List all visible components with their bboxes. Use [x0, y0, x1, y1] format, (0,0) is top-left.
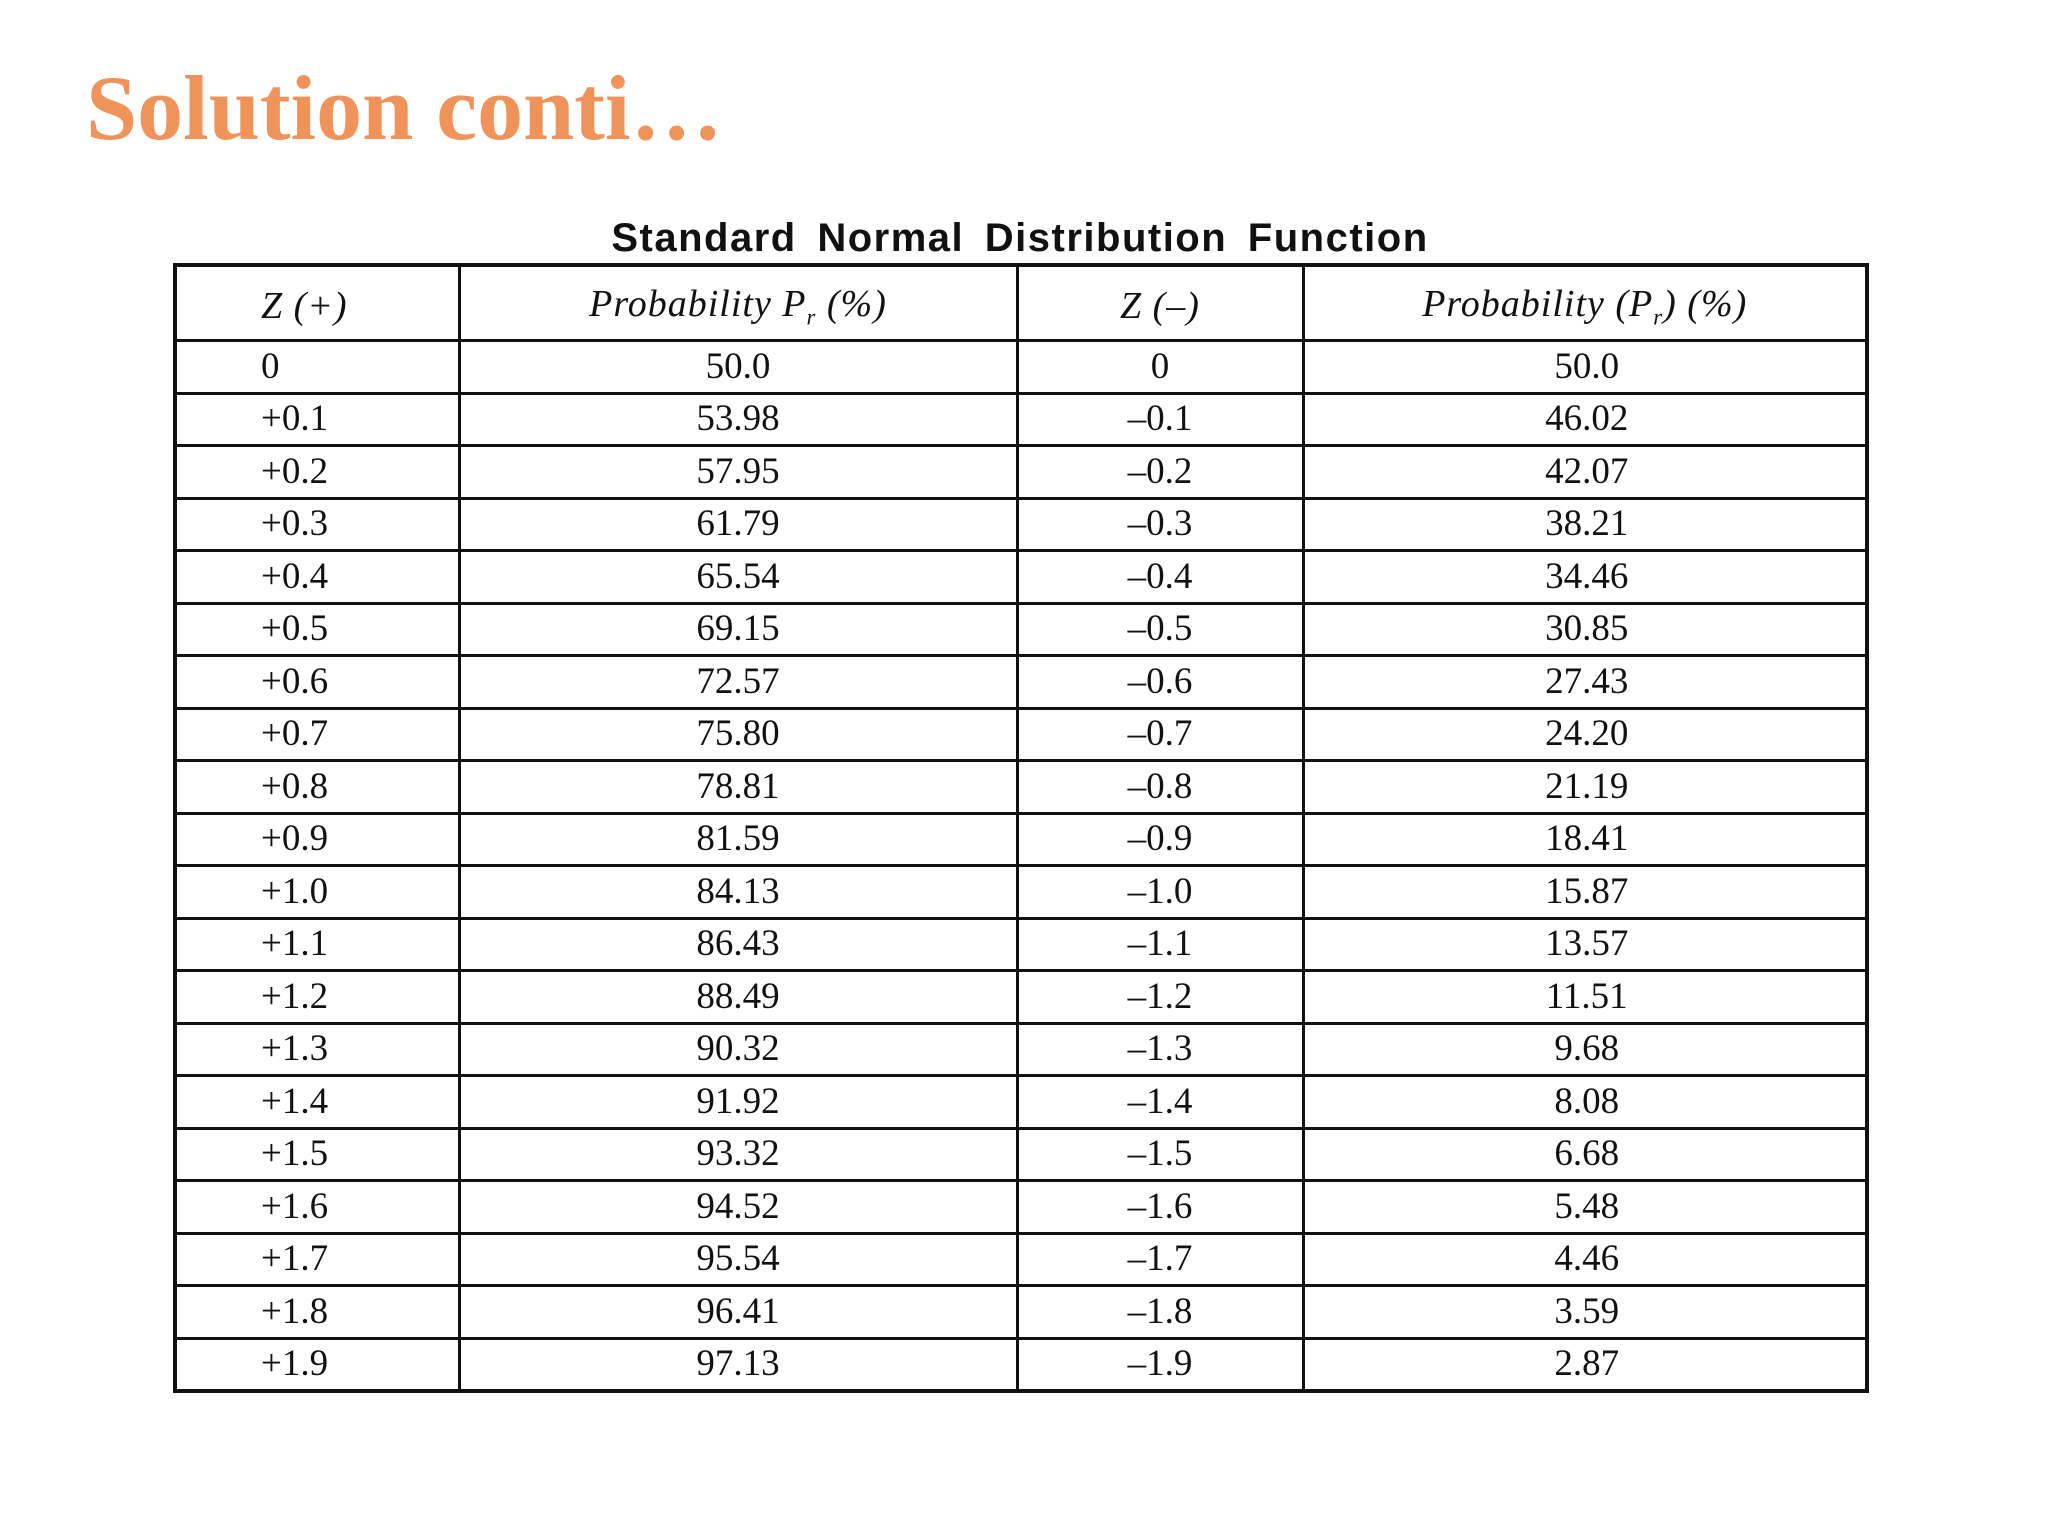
cell-probability-positive: 91.92	[459, 1076, 1017, 1129]
cell-z-negative: –1.6	[1017, 1181, 1303, 1234]
cell-probability-positive: 72.57	[459, 656, 1017, 709]
cell-z-negative: –0.9	[1017, 813, 1303, 866]
cell-probability-positive: 95.54	[459, 1233, 1017, 1286]
cell-z-positive: +0.6	[175, 656, 459, 709]
cell-probability-positive: 50.0	[459, 341, 1017, 394]
table-row	[175, 1233, 1867, 1286]
table-body	[175, 341, 1867, 1392]
header-probability-negative-label: Probability (P	[1422, 282, 1654, 325]
table-row	[175, 918, 1867, 971]
cell-probability-positive: 94.52	[459, 1181, 1017, 1234]
cell-probability-positive: 97.13	[459, 1338, 1017, 1391]
cell-z-negative: –0.2	[1017, 446, 1303, 499]
cell-probability-negative: 8.08	[1303, 1076, 1867, 1129]
slide-title: Solution conti…	[86, 57, 723, 159]
cell-probability-positive: 65.54	[459, 551, 1017, 604]
cell-probability-negative: 3.59	[1303, 1286, 1867, 1339]
table-row	[175, 1338, 1867, 1391]
cell-probability-negative: 42.07	[1303, 446, 1867, 499]
cell-z-positive: +0.5	[175, 603, 459, 656]
cell-z-negative: 0	[1017, 341, 1303, 394]
table-row	[175, 1181, 1867, 1234]
cell-z-positive: +0.3	[175, 498, 459, 551]
cell-probability-positive: 84.13	[459, 866, 1017, 919]
cell-probability-negative: 38.21	[1303, 498, 1867, 551]
cell-probability-negative: 34.46	[1303, 551, 1867, 604]
cell-z-positive: +1.9	[175, 1338, 459, 1391]
cell-z-negative: –1.2	[1017, 971, 1303, 1024]
table-caption: Standard Normal Distribution Function	[611, 216, 1429, 260]
cell-probability-negative: 30.85	[1303, 603, 1867, 656]
cell-z-positive: +1.1	[175, 918, 459, 971]
cell-z-negative: –1.4	[1017, 1076, 1303, 1129]
cell-probability-negative: 46.02	[1303, 393, 1867, 446]
cell-z-positive: +0.9	[175, 813, 459, 866]
cell-probability-positive: 78.81	[459, 761, 1017, 814]
table-row	[175, 393, 1867, 446]
cell-z-positive: +1.3	[175, 1023, 459, 1076]
cell-z-negative: –1.7	[1017, 1233, 1303, 1286]
cell-probability-positive: 96.41	[459, 1286, 1017, 1339]
cell-z-negative: –1.5	[1017, 1128, 1303, 1181]
table-row	[175, 1023, 1867, 1076]
header-probability-negative-unit: ) (%)	[1663, 282, 1748, 325]
cell-probability-negative: 21.19	[1303, 761, 1867, 814]
cell-probability-positive: 88.49	[459, 971, 1017, 1024]
cell-probability-positive: 57.95	[459, 446, 1017, 499]
cell-probability-positive: 86.43	[459, 918, 1017, 971]
table-row	[175, 656, 1867, 709]
cell-z-positive: +1.0	[175, 866, 459, 919]
table-row	[175, 341, 1867, 394]
cell-probability-negative: 50.0	[1303, 341, 1867, 394]
cell-probability-negative: 11.51	[1303, 971, 1867, 1024]
cell-z-positive: +0.4	[175, 551, 459, 604]
cell-z-positive: +0.8	[175, 761, 459, 814]
table-row	[175, 446, 1867, 499]
header-probability-positive-subscript: r	[806, 304, 817, 330]
header-probability-positive	[459, 265, 1017, 341]
cell-probability-negative: 24.20	[1303, 708, 1867, 761]
cell-z-negative: –1.0	[1017, 866, 1303, 919]
cell-z-positive: +1.6	[175, 1181, 459, 1234]
cell-probability-negative: 2.87	[1303, 1338, 1867, 1391]
table-header	[175, 265, 1867, 341]
cell-z-positive: 0	[175, 341, 459, 394]
cell-z-positive: +1.5	[175, 1128, 459, 1181]
cell-probability-negative: 9.68	[1303, 1023, 1867, 1076]
header-probability-positive-label: Probability P	[589, 282, 807, 325]
cell-z-negative: –0.4	[1017, 551, 1303, 604]
table-row	[175, 866, 1867, 919]
table-row	[175, 1128, 1867, 1181]
cell-probability-negative: 18.41	[1303, 813, 1867, 866]
cell-z-negative: –0.3	[1017, 498, 1303, 551]
table-row	[175, 1286, 1867, 1339]
cell-probability-negative: 6.68	[1303, 1128, 1867, 1181]
table-row	[175, 498, 1867, 551]
cell-z-negative: –1.8	[1017, 1286, 1303, 1339]
cell-z-positive: +1.7	[175, 1233, 459, 1286]
cell-probability-positive: 53.98	[459, 393, 1017, 446]
cell-probability-negative: 4.46	[1303, 1233, 1867, 1286]
cell-z-positive: +1.2	[175, 971, 459, 1024]
cell-z-positive: +0.7	[175, 708, 459, 761]
cell-probability-negative: 13.57	[1303, 918, 1867, 971]
cell-z-negative: –1.9	[1017, 1338, 1303, 1391]
cell-z-negative: –0.1	[1017, 393, 1303, 446]
cell-probability-positive: 69.15	[459, 603, 1017, 656]
cell-z-positive: +0.1	[175, 393, 459, 446]
header-probability-negative	[1303, 265, 1867, 341]
cell-z-positive: +1.4	[175, 1076, 459, 1129]
cell-probability-negative: 15.87	[1303, 866, 1867, 919]
table-row	[175, 971, 1867, 1024]
cell-z-negative: –1.1	[1017, 918, 1303, 971]
table-row	[175, 708, 1867, 761]
cell-z-negative: –0.7	[1017, 708, 1303, 761]
header-row	[175, 265, 1867, 341]
cell-probability-negative: 5.48	[1303, 1181, 1867, 1234]
table-row	[175, 813, 1867, 866]
cell-probability-positive: 93.32	[459, 1128, 1017, 1181]
header-probability-positive-unit: (%)	[816, 282, 887, 325]
table-row	[175, 603, 1867, 656]
header-probability-negative-subscript: r	[1653, 304, 1664, 330]
cell-z-negative: –0.5	[1017, 603, 1303, 656]
header-z-negative: Z (–)	[1017, 265, 1303, 341]
cell-z-negative: –0.8	[1017, 761, 1303, 814]
header-z-positive: Z (+)	[175, 265, 459, 341]
cell-probability-positive: 90.32	[459, 1023, 1017, 1076]
cell-probability-positive: 81.59	[459, 813, 1017, 866]
cell-probability-negative: 27.43	[1303, 656, 1867, 709]
cell-z-positive: +1.8	[175, 1286, 459, 1339]
cell-probability-positive: 75.80	[459, 708, 1017, 761]
normal-distribution-table	[173, 263, 1869, 1393]
cell-z-positive: +0.2	[175, 446, 459, 499]
table-row	[175, 551, 1867, 604]
cell-probability-positive: 61.79	[459, 498, 1017, 551]
cell-z-negative: –0.6	[1017, 656, 1303, 709]
table-row	[175, 1076, 1867, 1129]
table-row	[175, 761, 1867, 814]
cell-z-negative: –1.3	[1017, 1023, 1303, 1076]
